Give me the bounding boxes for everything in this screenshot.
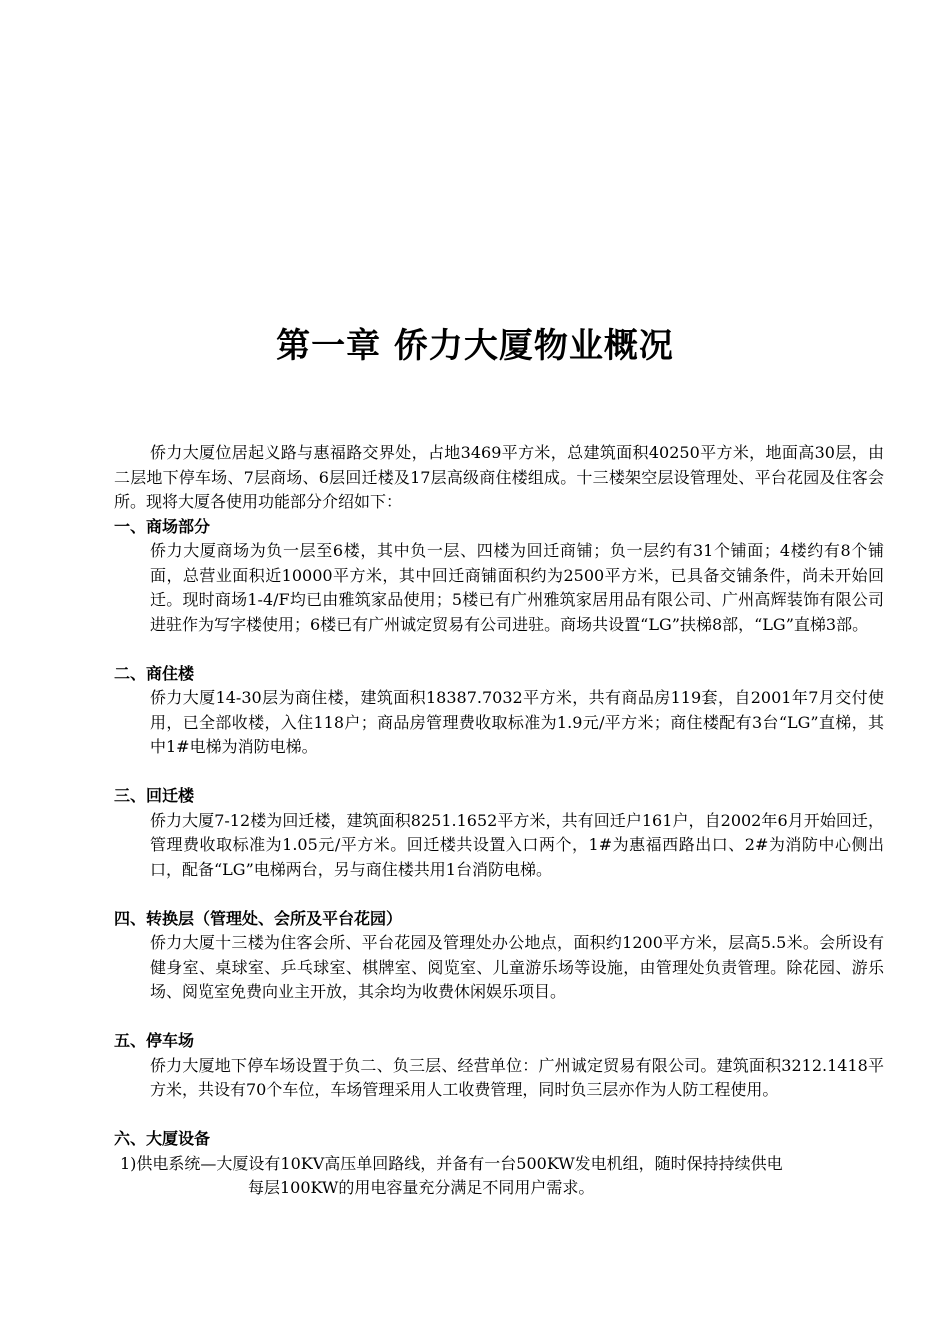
section-heading-parking: 五、停车场 [114,1031,195,1050]
chapter-title: 第一章 侨力大厦物业概况 [276,326,674,366]
equipment-item-power-continued: 每层100KW的用电容量充分满足不同用户需求。 [248,1178,595,1197]
spacer [114,1103,884,1128]
spacer [114,1005,884,1030]
spacer [114,637,884,662]
section-heading-residential: 二、商住楼 [114,663,195,683]
section-heading-relocation: 三、回迁楼 [114,786,195,805]
section-body-mall: 侨力大厦商场为负一层至6楼，其中负一层、四楼为回迁商铺；负一层约有31个铺面；4楼约有8个铺面，总营业面积近10000平方米，其中回迁商铺面积约为2500平方米，已具备交铺条件，尚未开始回迁。现时商场1-4/F均已由雅筑家品使用；5楼已有广州雅筑家居用品有限公司、广州高辉装饰有限公司进驻作为写字楼使用；6楼已有广州诚定贸易有公司进驻。商场共设置“LG”扶梯8部，“LG”直梯3部。 [150,541,884,634]
equipment-item-power: 1)供电系统—大厦设有10KV高压单回路线，并备有一台500KW发电机组，随时保持持续供电 [120,1153,783,1173]
section-heading-equipment: 六、大厦设备 [114,1129,211,1148]
section-heading-mall: 一、商场部分 [114,516,211,536]
spacer [114,882,884,907]
intro-paragraph: 侨力大厦位居起义路与惠福路交界处，占地3469平方米，总建筑面积40250平方米，地面高30层，由二层地下停车场、7层商场、6层回迁楼及17层高级商住楼组成。十三楼架空层设管理处、平台花园及住客会所。现将大厦各使用功能部分介绍如下： [114,443,884,511]
section-body-residential: 侨力大厦14-30层为商住楼，建筑面积18387.7032平方米，共有商品房119套，自2001年7月交付使用，已全部收楼，入住118户；商品房管理费收取标准为1.9元/平方米；商住楼配有3台“LG”直梯，其中1#电梯为消防电梯。 [150,688,884,756]
section-body-transfer-floor: 侨力大厦十三楼为住客会所、平台花园及管理处办公地点，面积约1200平方米，层高5.5米。会所设有健身室、桌球室、乒乓球室、棋牌室、阅览室、儿童游乐场等设施，由管理处负责管理。除花园、游乐场、阅览室免费向业主开放，其余均为收费休闲娱乐项目。 [150,933,884,1001]
document-body [114,441,884,1201]
spacer [114,760,884,785]
section-heading-transfer-floor: 四、转换层（管理处、会所及平台花园） [114,908,403,928]
section-body-parking: 侨力大厦地下停车场设置于负二、负三层、经营单位：广州诚定贸易有限公司。建筑面积3212.1418平方米，共设有70个车位，车场管理采用人工收费管理，同时负三层亦作为人防工程使用。 [150,1055,884,1099]
section-body-relocation: 侨力大厦7-12楼为回迁楼，建筑面积8251.1652平方米，共有回迁户161户，自2002年6月开始回迁，管理费收取标准为1.05元/平方米。回迁楼共设置入口两个，1#为惠福西路出口、2#为消防中心侧出口，配备“LG”电梯两台，另与商住楼共用1台消防电梯。 [150,810,884,879]
